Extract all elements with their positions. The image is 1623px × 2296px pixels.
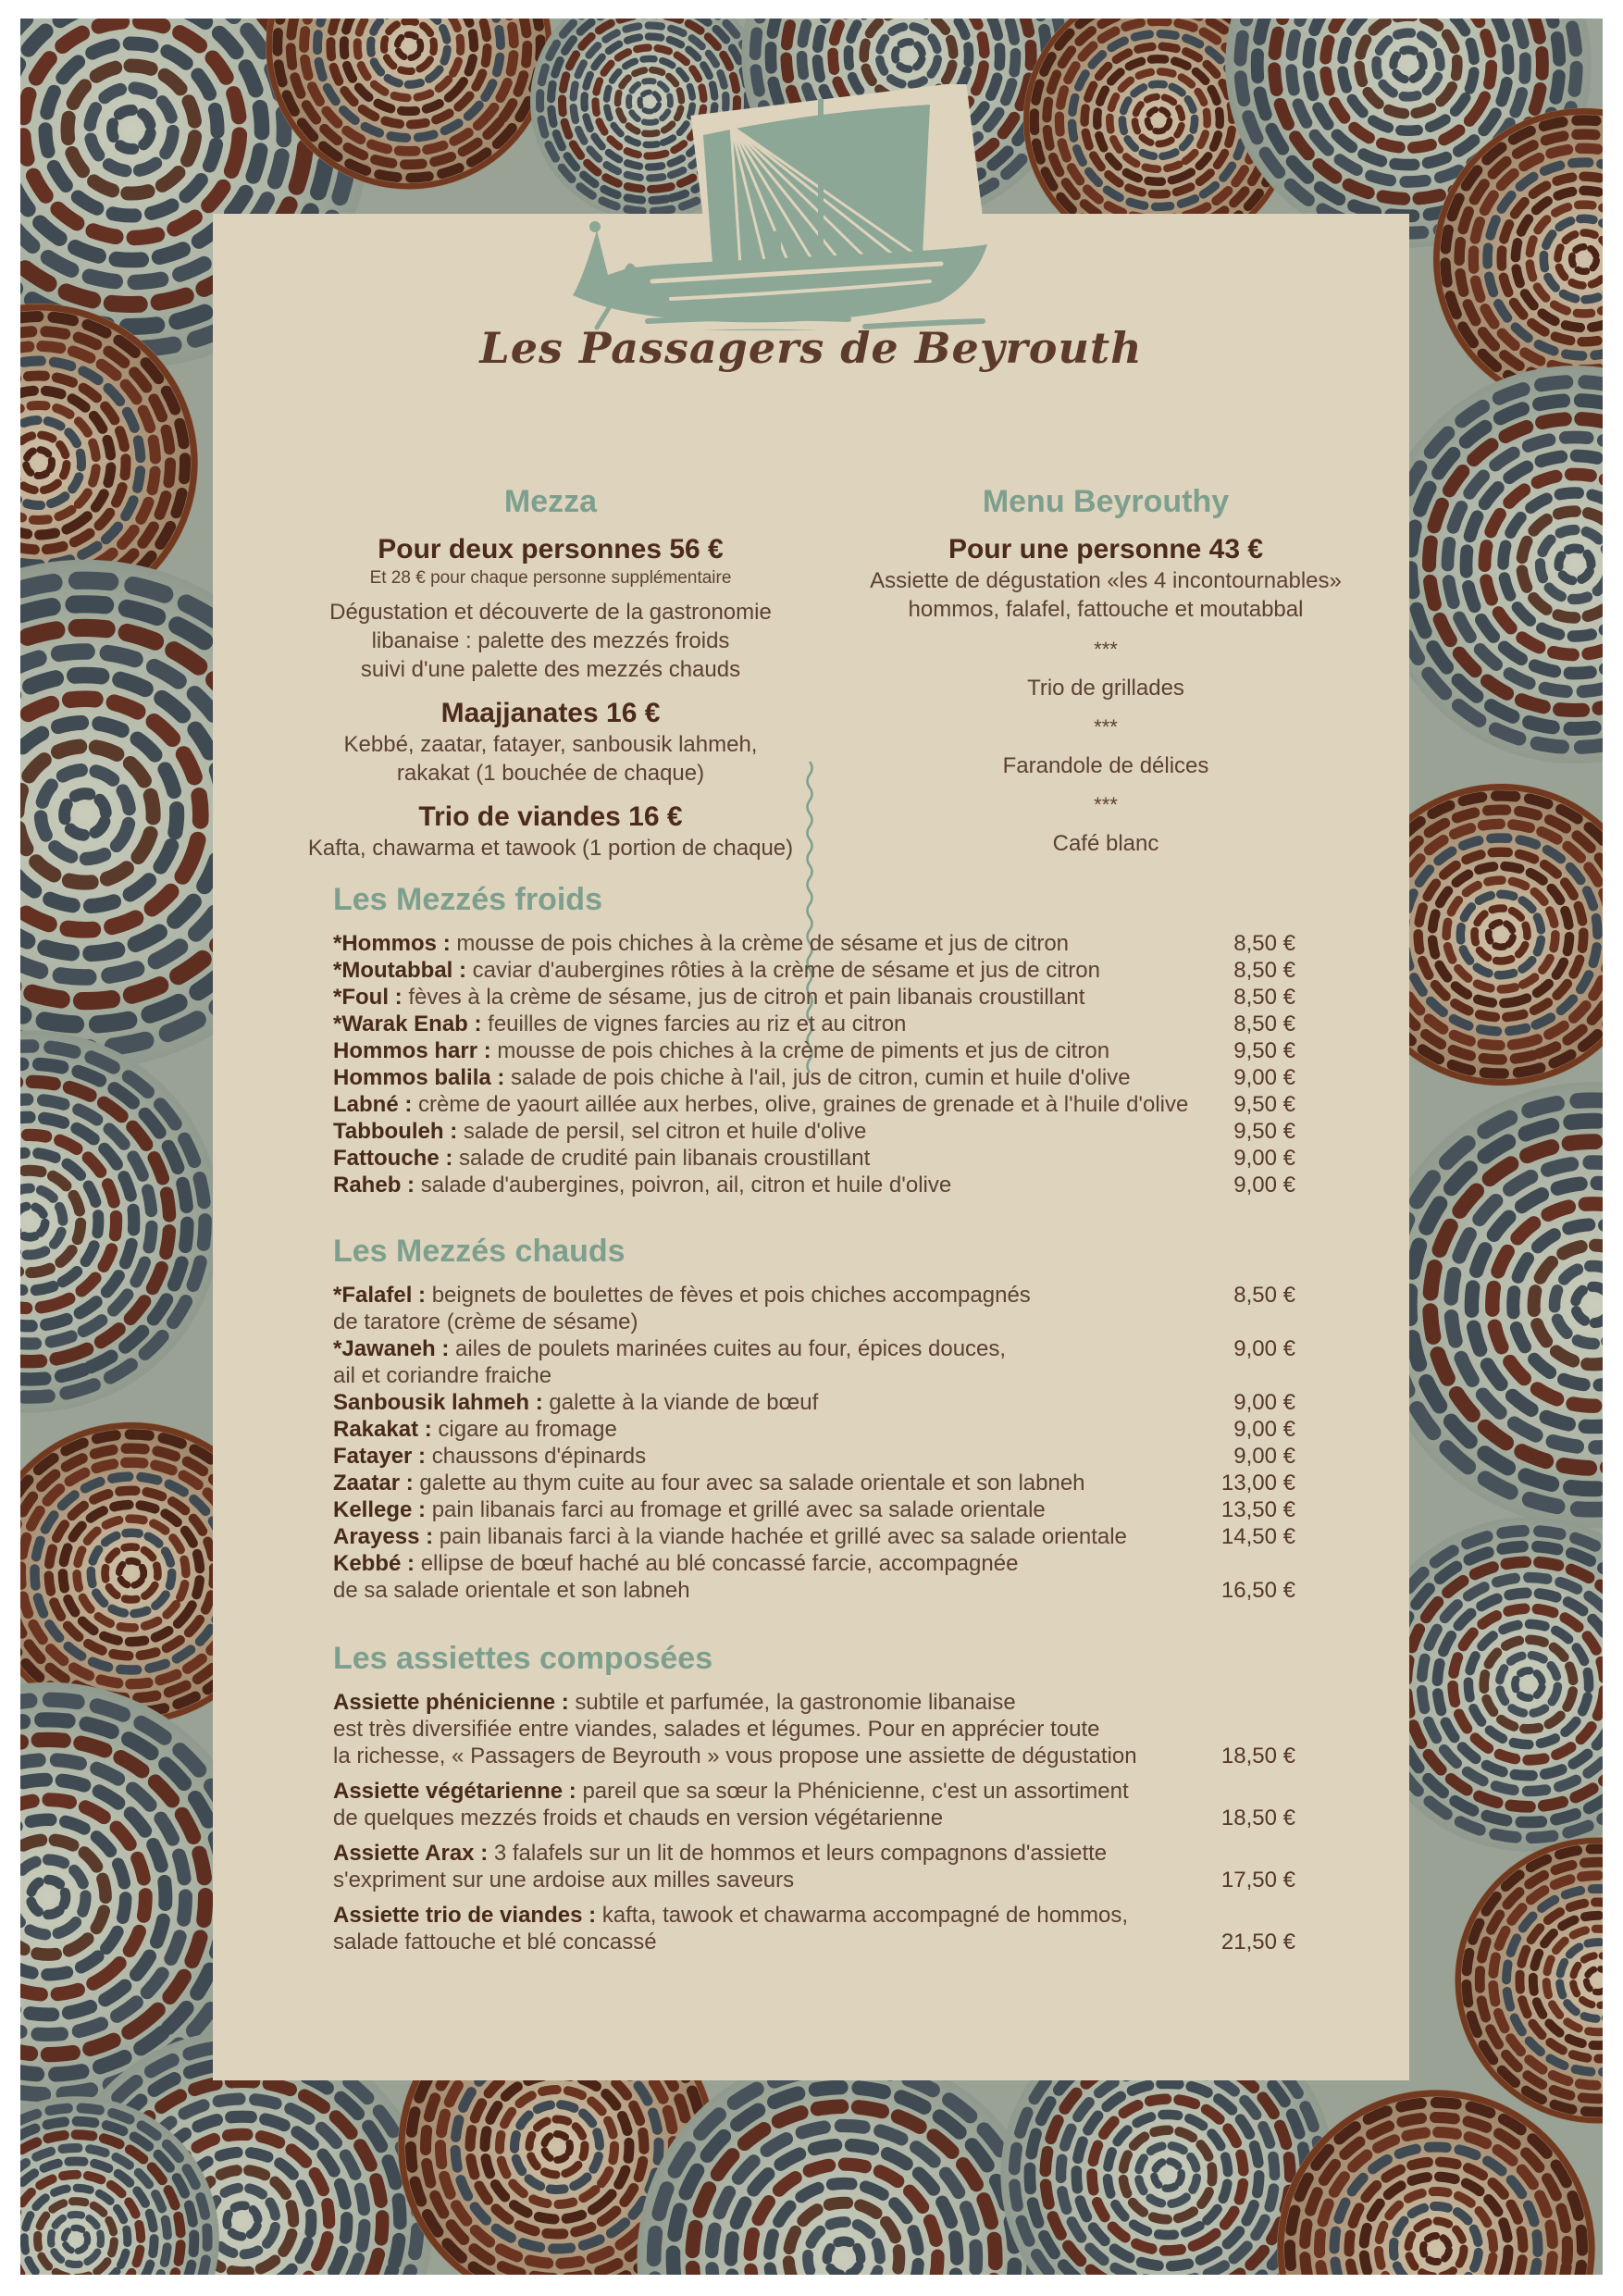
restaurant-title: Les Passagers de Beyrouth — [479, 323, 1143, 373]
item-name: Zaatar : — [333, 1471, 420, 1496]
section-heading: Les Mezzés froids — [333, 882, 602, 917]
menu-item-line — [333, 1389, 1295, 1416]
item-description: Rakakat : cigare au fromage — [333, 1417, 617, 1442]
menu-item-line — [333, 1689, 1295, 1716]
item-description: *Moutabbal : caviar d'aubergines rôties à la crème de sésame et jus de citron — [333, 958, 1100, 983]
item-price: 14,50 € — [1220, 1524, 1295, 1549]
item-price: 9,50 € — [1233, 1038, 1295, 1063]
item-name: Arayess : — [333, 1524, 440, 1549]
item-description: salade fattouche et blé concassé — [333, 1930, 657, 1955]
item-description: Assiette trio de viandes : kafta, tawook et chawarma accompagné de hommos, — [333, 1903, 1129, 1928]
beyrouthy-desc: hommos, falafel, fattouche et moutabbal — [908, 597, 1304, 622]
item-description: de quelques mezzés froids et chauds en version végétarienne — [333, 1806, 944, 1831]
section-mezzes-froids — [333, 882, 1295, 1198]
item-name: Kellege : — [333, 1497, 432, 1522]
menu-item-line — [333, 1902, 1295, 1929]
item-description: Sanbousik lahmeh : galette à la viande de bœuf — [333, 1390, 819, 1415]
mezza-offer-desc: suivi d'une palette des mezzés chauds — [360, 657, 741, 682]
menu-item-line — [333, 1716, 1295, 1743]
item-name: Assiette phénicienne : — [333, 1690, 576, 1715]
mezza-offer-desc: Kebbé, zaatar, fatayer, sanbousik lahmeh, — [343, 732, 758, 757]
menu-item-line — [333, 1282, 1295, 1309]
course-separator: *** — [1094, 638, 1118, 661]
item-name: *Jawaneh : — [333, 1336, 456, 1361]
section-heading: Les Mezzés chauds — [333, 1234, 626, 1269]
item-price: 8,50 € — [1233, 958, 1295, 983]
item-description: Tabbouleh : salade de persil, sel citron et huile d'olive — [333, 1119, 867, 1144]
mezza-offer-desc: Kafta, chawarma et tawook (1 portion de chaque) — [307, 836, 794, 861]
mezza-offer-desc: Dégustation et découverte de la gastronomie — [329, 600, 772, 625]
item-name: Assiette Arax : — [333, 1841, 494, 1866]
item-price: 13,50 € — [1220, 1497, 1295, 1522]
item-price: 9,00 € — [1233, 1444, 1295, 1469]
menu-item-line — [333, 1416, 1295, 1443]
menu-item-line — [333, 1867, 1295, 1893]
item-description: *Falafel : beignets de boulettes de fèves et pois chiches accompagnés — [333, 1283, 1031, 1308]
mezza-offer-note: Et 28 € pour chaque personne supplémentaire — [369, 568, 732, 588]
mezza-offer-desc: rakakat (1 bouchée de chaque) — [396, 761, 705, 786]
item-list — [333, 930, 1295, 1198]
item-price: 9,50 € — [1233, 1119, 1295, 1144]
item-description: Fatayer : chaussons d'épinards — [333, 1444, 647, 1469]
item-description: Hommos harr : mousse de pois chiches à la crème de piments et jus de citron — [333, 1038, 1110, 1063]
menu-item-line — [333, 1805, 1295, 1831]
item-price: 9,00 € — [1233, 1336, 1295, 1361]
item-description: Kellege : pain libanais farci au fromage et grillé avec sa salade orientale — [333, 1497, 1046, 1522]
menu-item-line — [333, 930, 1295, 957]
item-description: s'expriment sur une ardoise aux milles saveurs — [333, 1868, 795, 1893]
menu-item-line — [333, 1523, 1295, 1550]
menu-item-line — [333, 1443, 1295, 1470]
item-price: 9,00 € — [1233, 1065, 1295, 1090]
course: Farandole de délices — [1002, 753, 1209, 778]
section-heading: Les assiettes composées — [333, 1641, 713, 1676]
item-price: 9,00 € — [1233, 1146, 1295, 1171]
item-description: Raheb : salade d'aubergines, poivron, ail, citron et huile d'olive — [333, 1173, 952, 1198]
beyrouthy-desc: Assiette de dégustation «les 4 incontournables» — [870, 568, 1342, 593]
mezza-offer-title: Pour deux personnes 56 € — [378, 534, 724, 565]
item-description: de sa salade orientale et son labneh — [333, 1578, 690, 1603]
item-price: 8,50 € — [1233, 1011, 1295, 1036]
menu-item-line — [333, 1064, 1295, 1091]
menu-item-line — [333, 1091, 1295, 1118]
menu-item-line — [333, 1011, 1295, 1037]
item-description: de taratore (crème de sésame) — [333, 1309, 638, 1334]
menu-item-line — [333, 1037, 1295, 1064]
item-price: 13,00 € — [1220, 1471, 1295, 1496]
menu-item-line — [333, 1145, 1295, 1172]
menu-item-line — [333, 984, 1295, 1011]
course: Trio de grillades — [1027, 676, 1184, 701]
item-name: *Hommos : — [333, 931, 457, 956]
item-name: Tabbouleh : — [333, 1119, 464, 1144]
section-mezzes-chauds — [333, 1234, 1295, 1604]
item-description: *Jawaneh : ailes de poulets marinées cuites au four, épices douces, — [333, 1336, 1007, 1361]
menu-item-line — [333, 1550, 1295, 1577]
item-description: *Foul : fèves à la crème de sésame, jus de citron et pain libanais croustillant — [333, 985, 1085, 1010]
item-description: *Hommos : mousse de pois chiches à la crème de sésame et jus de citron — [333, 931, 1070, 956]
item-description: Kebbé : ellipse de bœuf haché au blé concassé farcie, accompagnée — [333, 1551, 1019, 1576]
item-price: 17,50 € — [1220, 1868, 1295, 1893]
item-price: 18,50 € — [1220, 1744, 1295, 1769]
item-description: Labné : crème de yaourt aillée aux herbes, olive, graines de grenade et à l'huile d'olive — [333, 1092, 1189, 1117]
section-assiettes-composees — [333, 1641, 1295, 1964]
mezza-offer-title: Trio de viandes 16 € — [418, 801, 683, 832]
item-name: Rakakat : — [333, 1417, 439, 1442]
menu-item-line — [333, 1496, 1295, 1523]
course-separator: *** — [1094, 793, 1118, 816]
item-list — [333, 1689, 1295, 1955]
item-price: 9,00 € — [1233, 1390, 1295, 1415]
beyrouthy-heading: Menu Beyrouthy — [982, 484, 1230, 519]
item-description: Assiette végétarienne : pareil que sa sœur la Phénicienne, c'est un assortiment — [333, 1779, 1129, 1804]
item-name: Labné : — [333, 1092, 419, 1117]
item-description: Arayess : pain libanais farci à la viande hachée et grillé avec sa salade orientale — [333, 1524, 1127, 1549]
menu-item-line — [333, 1309, 1295, 1335]
item-price: 8,50 € — [1233, 931, 1295, 956]
item-price: 16,50 € — [1220, 1578, 1295, 1603]
menu-item-line — [333, 1118, 1295, 1145]
course-separator: *** — [1094, 715, 1118, 738]
item-name: Assiette végétarienne : — [333, 1779, 583, 1804]
item-list — [333, 1282, 1295, 1604]
menu-card — [213, 214, 1409, 2080]
item-price: 9,50 € — [1233, 1092, 1295, 1117]
item-name: *Moutabbal : — [333, 958, 473, 983]
menu-item-line — [333, 1470, 1295, 1496]
item-name: *Warak Enab : — [333, 1011, 489, 1036]
beyrouthy-menu — [842, 484, 1369, 857]
item-description: Fattouche : salade de crudité pain libanais croustillant — [333, 1146, 871, 1171]
sailboat-logo-icon — [541, 84, 1013, 330]
menu-item-line — [333, 957, 1295, 984]
item-description: Assiette phénicienne : subtile et parfumée, la gastronomie libanaise — [333, 1690, 1016, 1715]
item-description: Zaatar : galette au thym cuite au four avec sa salade orientale et son labneh — [333, 1471, 1085, 1496]
menu-item-line — [333, 1743, 1295, 1769]
menu-item-line — [333, 1362, 1295, 1389]
item-name: Kebbé : — [333, 1551, 421, 1576]
mezza-offer-desc: libanaise : palette des mezzés froids — [371, 628, 730, 653]
item-name: Fatayer : — [333, 1444, 432, 1469]
item-name: Assiette trio de viandes : — [333, 1903, 602, 1928]
mezza-menu — [287, 484, 814, 863]
item-description: la richesse, « Passagers de Beyrouth » vous propose une assiette de dégustation — [333, 1744, 1137, 1769]
item-name: Hommos balila : — [333, 1065, 512, 1090]
course: Café blanc — [1052, 831, 1159, 856]
menu-item-line — [333, 1778, 1295, 1805]
mezza-heading: Mezza — [503, 484, 598, 519]
item-name: *Foul : — [333, 985, 409, 1010]
item-description: Assiette Arax : 3 falafels sur un lit de hommos et leurs compagnons d'assiette — [333, 1841, 1108, 1866]
item-price: 8,50 € — [1233, 1283, 1295, 1308]
item-name: Hommos harr : — [333, 1038, 498, 1063]
item-description: Hommos balila : salade de pois chiche à l'ail, jus de citron, cumin et huile d'olive — [333, 1065, 1131, 1090]
mezza-offer-title: Maajjanates 16 € — [440, 698, 661, 728]
beyrouthy-title: Pour une personne 43 € — [948, 534, 1264, 565]
menu-item-line — [333, 1335, 1295, 1362]
item-price: 8,50 € — [1233, 985, 1295, 1010]
item-price: 21,50 € — [1220, 1930, 1295, 1955]
item-description: est très diversifiée entre viandes, salades et légumes. Pour en apprécier toute — [333, 1717, 1100, 1742]
menu-item-line — [333, 1577, 1295, 1604]
item-name: Fattouche : — [333, 1146, 459, 1171]
menu-item-line — [333, 1172, 1295, 1198]
item-description: *Warak Enab : feuilles de vignes farcies au riz et au citron — [333, 1011, 907, 1036]
menu-item-line — [333, 1929, 1295, 1955]
item-price: 18,50 € — [1220, 1806, 1295, 1831]
item-price: 9,00 € — [1233, 1417, 1295, 1442]
item-price: 9,00 € — [1233, 1173, 1295, 1198]
item-description: ail et coriandre fraiche — [333, 1363, 552, 1388]
menu-item-line — [333, 1840, 1295, 1867]
item-name: Raheb : — [333, 1173, 421, 1198]
item-name: *Falafel : — [333, 1283, 432, 1308]
item-name: Sanbousik lahmeh : — [333, 1390, 550, 1415]
